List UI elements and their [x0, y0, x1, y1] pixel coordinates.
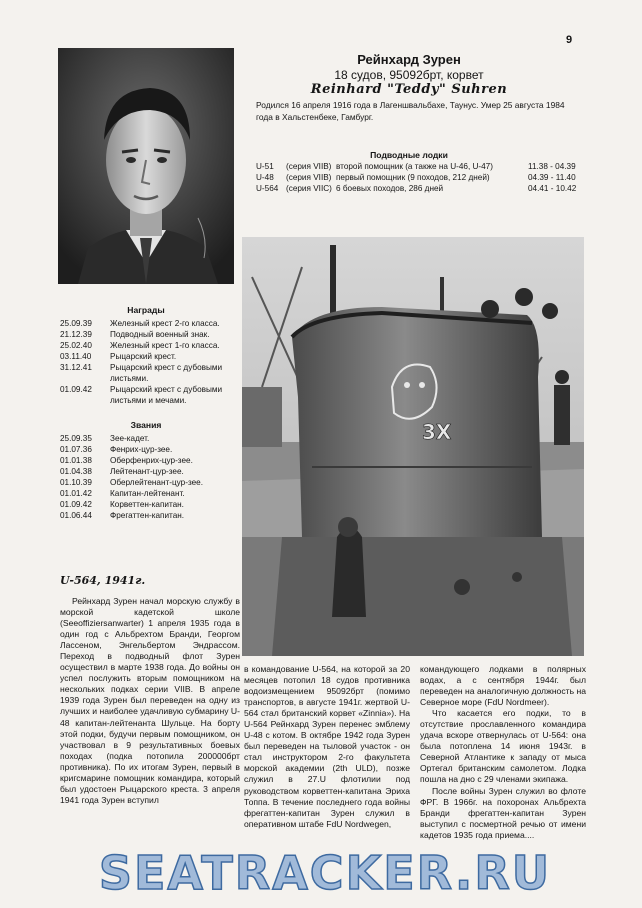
biography-text: Родился 16 апреля 1916 года в Лагеншвальбахе, Таунус. Умер 25 августа 1984 года в Хальстенбеке, Гамбург.: [256, 100, 565, 122]
person-summary: 18 судов, 95092брт, корвет: [334, 68, 484, 82]
award-text: Рыцарский крест с дубовыми листьями и мечами.: [110, 385, 223, 405]
boat-row: [256, 184, 582, 195]
boat-name: U-564: [256, 184, 279, 193]
page-number: 9: [566, 34, 573, 46]
article-paragraph: в командование U-564, на которой за 20 месяцев потопил 18 судов противника водоизмещением 95092брт (помимо транспортов, в августе 1941г. жертвой U-564 стал британский корвет «Zinnia»). На U-564 Рейнхард Зурен перенес эмблему U-48 с котом. В октябре 1942 года Зурен был переведен на тыловой участок - он стал инструктором 2-го факультета морской академии (2th ULD), позже служил в 27.U флотилии под руководством корветтен-капитана Эриха Топпа. В течение последнего года войны фрегаттен-капитан Зурен служил в оперативном штабе FdU Nordwegen,: [244, 664, 410, 829]
article-column-3: [420, 664, 586, 841]
boat-period: 04.39 - 11.40: [528, 173, 576, 182]
boat-role: 6 боевых походов, 286 дней: [336, 184, 444, 193]
award-item: [60, 340, 238, 351]
rank-item: [60, 488, 238, 499]
award-text: Рыцарский крест.: [110, 352, 177, 361]
award-date: 31.12.41: [60, 363, 92, 372]
rank-date: 01.06.44: [60, 511, 92, 520]
rank-item: [60, 455, 238, 466]
rank-date: 25.09.35: [60, 434, 92, 443]
article-paragraph: После войны Зурен служил во флоте ФРГ. В 1966г. на похоронах Альбрехта Бранди фрегаттен-капитан Зурен выступил с посмертной речью от имени кадетов 1935 года приема....: [420, 785, 586, 840]
awards-list: [60, 318, 238, 406]
rank-text: Фрегаттен-капитан.: [110, 511, 185, 520]
boat-name: U-51: [256, 162, 274, 171]
rank-date: 01.01.38: [60, 456, 92, 465]
rank-date: 01.04.38: [60, 467, 92, 476]
award-date: 25.09.39: [60, 319, 92, 328]
boat-series: (серия VIIC): [286, 184, 332, 193]
rank-item: [60, 433, 238, 444]
article-column-2: [244, 664, 410, 830]
submarine-photo: [242, 237, 584, 656]
boat-role: второй помощник (а также на U-46, U-47): [336, 162, 493, 171]
article-paragraph: Рейнхард Зурен начал морскую службу в морской кадетской школе (Seeoffiziersanwarter) 1 апреля 1935 года в один год с Альбрехтом Бранди, Георгом Лассеном, Энгельбертом Эндрассом. Переход в подводный флот Зурен осуществил в марте 1938 года. До войны он успел послужить вторым помощником на нескольких подках серии VIIB. В апреле 1939 года Зурен был переведен на одну из лучших и наиболее удачливую субмарину U-48 капитан-лейтенанта Шульце. На борту этой подки, будучи первым помощником, он участвовал в 9 результативных боевых походах (подка потопила 200000брт противника). По их итогам Зурен, первый в кригсмарине помощник командира, который был удостоен Рыцарского креста. 3 апреля 1941 года Зурен вступил: [60, 596, 240, 805]
portrait-photo: [58, 48, 234, 284]
award-item: [60, 384, 238, 406]
person-name: Рейнхард Зурен: [357, 52, 461, 67]
award-date: 01.09.42: [60, 385, 92, 394]
rank-text: Лейтенант-цур-зее.: [110, 467, 184, 476]
rank-item: [60, 477, 238, 488]
rank-text: Оберфенрих-цур-зее.: [110, 456, 193, 465]
rank-text: Капитан-лейтенант.: [110, 489, 185, 498]
rank-text: Корветтен-капитан.: [110, 500, 184, 509]
award-text: Рыцарский крест с дубовыми листьями.: [110, 363, 223, 383]
photo-caption: U-564, 1941г.: [60, 574, 146, 587]
person-name-latin: Reinhard "Teddy" Suhren: [310, 82, 508, 97]
boats-section-title: Подводные лодки: [370, 150, 448, 160]
article-column-1: [60, 596, 240, 806]
rank-date: 01.07.36: [60, 445, 92, 454]
award-text: Подводный военный знак.: [110, 330, 210, 339]
site-watermark: SEATRACKER.RU: [98, 846, 552, 900]
boat-period: 11.38 - 04.39: [528, 162, 576, 171]
article-paragraph: Что касается его подки, то в отсутствие прославленного командира удача вскоре отвернулась от U-564: она была потоплена 14 июня 1943г. в Северной Атлантике к западу от мыса Ортегал британским самолетом. Лодка пошла на дно с 29 членами экипажа.: [420, 708, 586, 785]
award-text: Железный крест 2-го класса.: [110, 319, 220, 328]
article-paragraph: командующего лодками в полярных водах, а с сентября 1944г. был переведен на аналогичную должность на Северное море (FdU Nordmeer).: [420, 664, 586, 708]
rank-item: [60, 466, 238, 477]
ranks-list: [60, 433, 238, 521]
awards-title: Награды: [127, 305, 165, 315]
boat-name: U-48: [256, 173, 274, 182]
rank-date: 01.10.39: [60, 478, 92, 487]
boat-role: первый помощник (9 походов, 212 дней): [336, 173, 490, 182]
rank-item: [60, 499, 238, 510]
tower-marking: 3X: [422, 420, 452, 444]
award-date: 21.12.39: [60, 330, 92, 339]
award-date: 25.02.40: [60, 341, 92, 350]
award-item: [60, 329, 238, 340]
award-date: 03.11.40: [60, 352, 92, 361]
boat-row: [256, 173, 582, 184]
award-item: [60, 318, 238, 329]
award-item: [60, 351, 238, 362]
boat-series: (серия VIIB): [286, 162, 332, 171]
boat-period: 04.41 - 10.42: [528, 184, 577, 193]
award-text: Железный крест 1-го класса.: [110, 341, 220, 350]
rank-text: Фенрих-цур-зее.: [110, 445, 173, 454]
ranks-title: Звания: [130, 420, 162, 430]
rank-date: 01.01.42: [60, 489, 92, 498]
boat-series: (серия VIIB): [286, 173, 332, 182]
rank-item: [60, 510, 238, 521]
rank-date: 01.09.42: [60, 500, 92, 509]
rank-text: Оберлейтенант-цур-зее.: [110, 478, 203, 487]
award-item: [60, 362, 238, 384]
rank-item: [60, 444, 238, 455]
rank-text: Зее-кадет.: [110, 434, 150, 443]
boat-row: [256, 162, 582, 173]
